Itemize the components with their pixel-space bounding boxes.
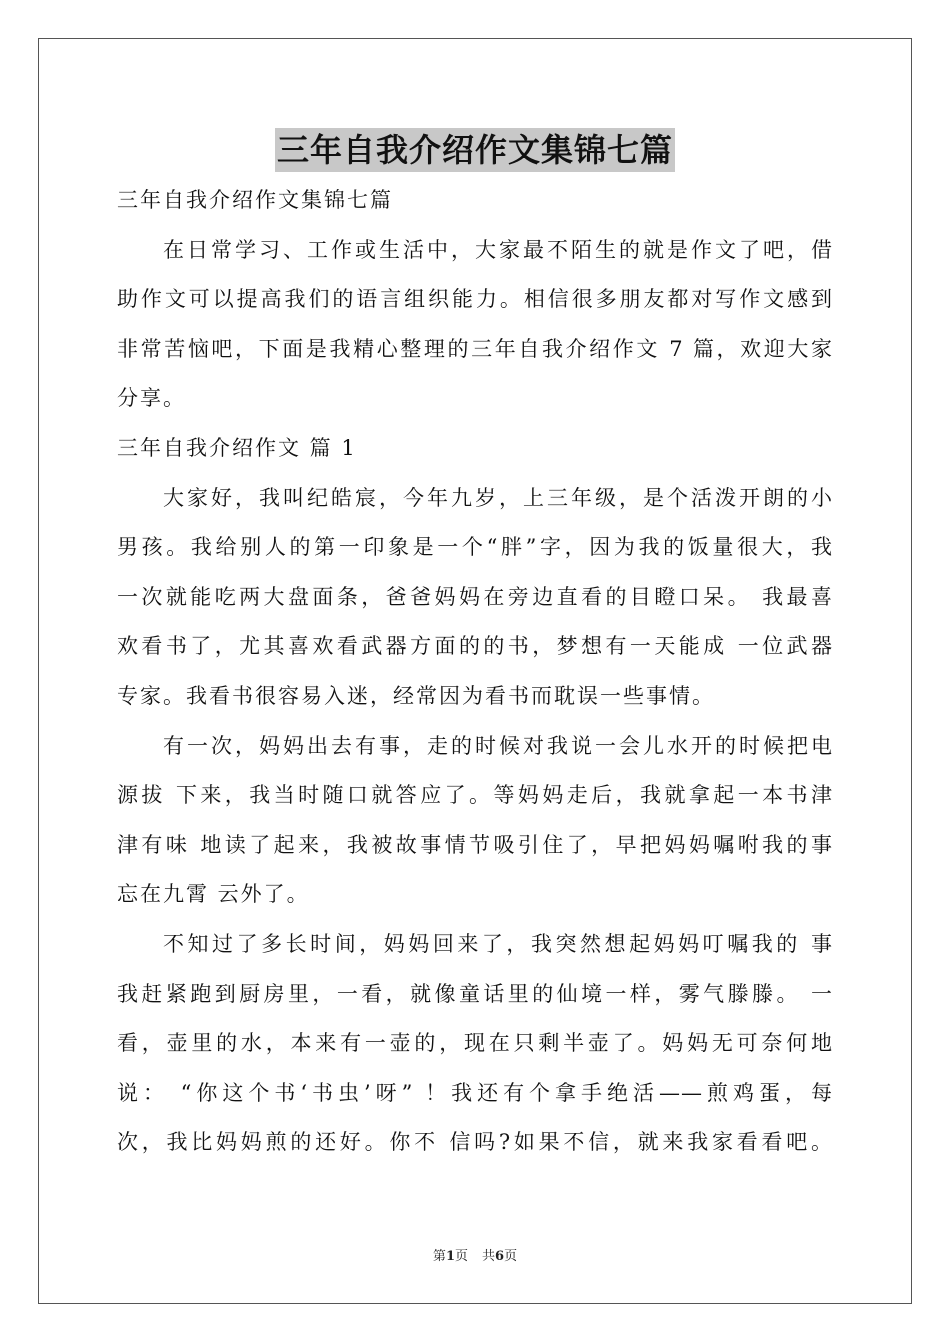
text-line: 不知过了多长时间，妈妈回来了，我突然想起妈妈叮嘱我的 事 [163,931,833,956]
text-line: 分享。 [117,386,186,411]
page-number: 1 [445,1249,455,1264]
section-heading: 三年自我介绍作文 篇 1 [117,435,357,460]
page-footer [0,1245,950,1264]
page-label-prefix: 第 [432,1249,446,1264]
text-line: 源拔 下来，我当时随口就答应了。等妈妈走后，我就拿起一本书津 [117,783,833,808]
document-title: 三年自我介绍作文集锦七篇 [275,128,675,172]
page-label-suffix: 页 [454,1249,468,1264]
text-line: 大家好，我叫纪皓宸，今年九岁，上三年级，是个活泼开朗的小 [163,485,833,510]
text-line: 忘在九霄 云外了。 [117,882,310,907]
text-line: 助作文可以提高我们的语言组织能力。相信很多朋友都对写作文感到 [117,287,833,312]
total-label-prefix: 共 [482,1249,496,1264]
text-line: 在日常学习、工作或生活中，大家最不陌生的就是作文了吧，借 [163,237,833,262]
text-line: 一次就能吃两大盘面条，爸爸妈妈在旁边直看的目瞪口呆。 我最喜 [117,584,833,609]
text-line: 次，我比妈妈煎的还好。你不 信吗?如果不信，就来我家看看吧。 [117,1130,833,1155]
text-line: 我赶紧跑到厨房里，一看，就像童话里的仙境一样，雾气滕滕。 一 [117,981,833,1006]
title-container [0,128,950,172]
text-line: 欢看书了，尤其喜欢看武器方面的的书，梦想有一天能成 一位武器 [117,634,833,659]
text-line: 专家。我看书很容易入迷，经常因为看书而耽误一些事情。 [117,683,715,708]
text-line: 津有味 地读了起来，我被故事情节吸引住了，早把妈妈嘱咐我的事 [117,832,833,857]
text-line: 有一次，妈妈出去有事，走的时候对我说一会儿水开的时候把电 [163,733,833,758]
text-line: 看，壶里的水，本来有一壶的，现在只剩半壶了。妈妈无可奈何地 [117,1031,833,1056]
text-line: 说： “你这个书‘书虫’呀” ！我还有个拿手绝活——煎鸡蛋，每 [117,1080,833,1105]
text-line: 非常苦恼吧，下面是我精心整理的三年自我介绍作文 7 篇，欢迎大家 [117,336,833,361]
document-body [117,176,833,1168]
text-line: 男孩。我给别人的第一印象是一个“胖”字，因为我的饭量很大，我 [117,535,833,560]
subtitle-line: 三年自我介绍作文集锦七篇 [117,188,393,212]
total-label-suffix: 页 [504,1249,518,1264]
total-pages: 6 [495,1249,505,1264]
